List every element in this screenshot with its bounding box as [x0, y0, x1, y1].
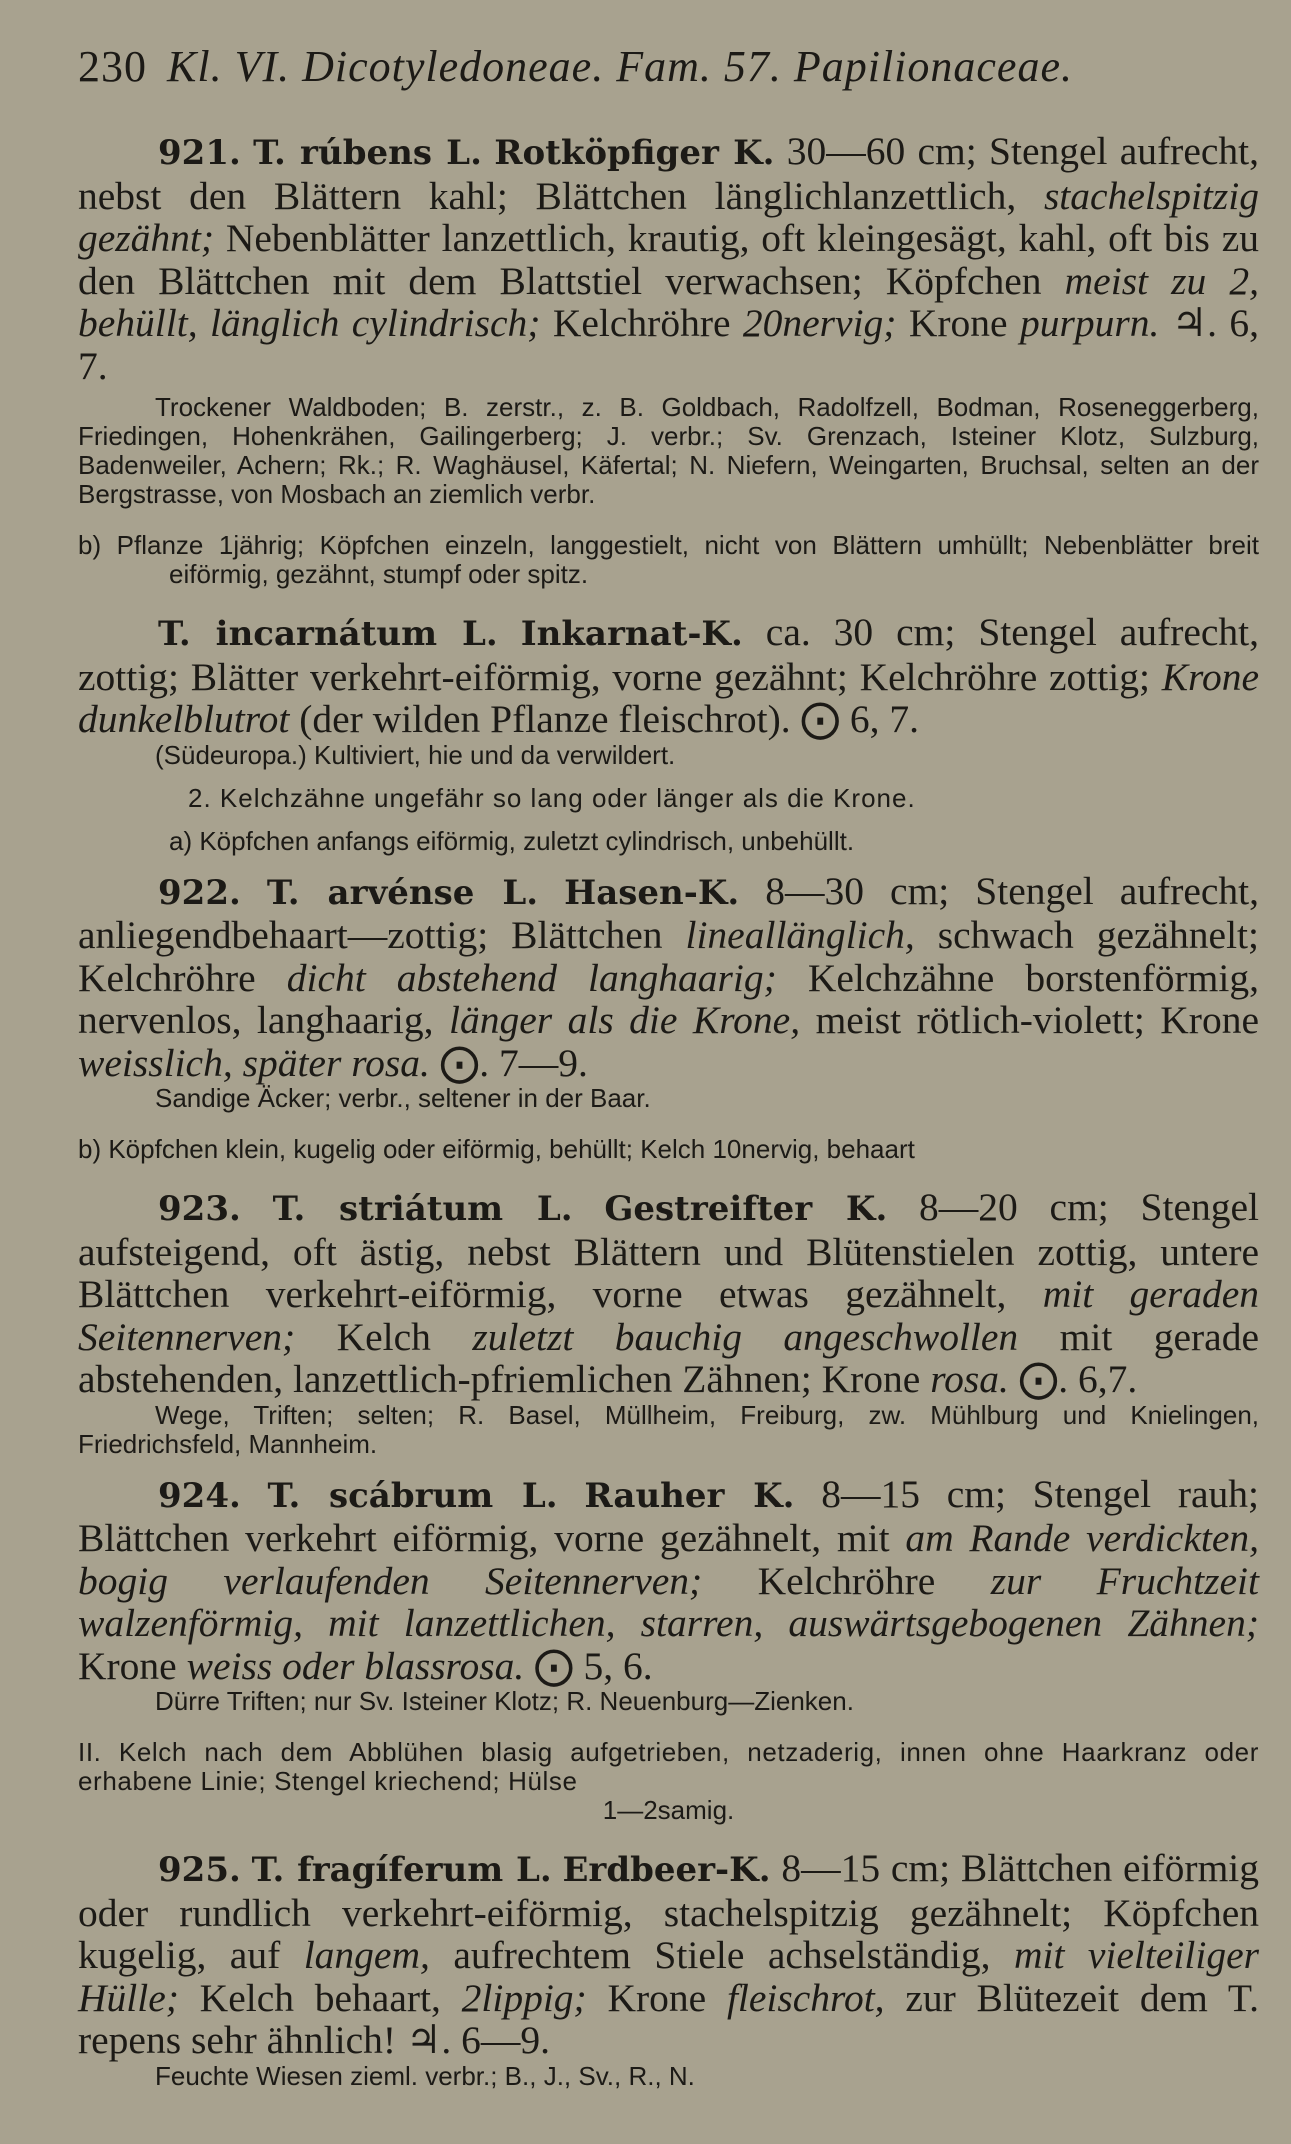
description-italic: fleischrot, [726, 1975, 885, 2020]
description-italic: am Rande verdickten, bogig verlaufenden Seitennerven; [78, 1516, 1259, 1603]
description-text: 8—15 cm; Stengel rauh; Blättchen verkehrt eiförmig, vorne gezähnelt, mit [78, 1471, 1259, 1560]
species-name: T. incarnátum L. [158, 614, 498, 654]
german-name: Rotköpfiger K. [494, 133, 775, 173]
key-b-small-heads: b) Köpfchen klein, kugelig oder eiförmig, behüllt; Kelch 10nervig, behaart [78, 1134, 915, 1164]
description-italic: weisslich, später rosa. [78, 1040, 430, 1085]
species-name: T. scábrum L. [267, 1475, 558, 1516]
description-italic: langem, [303, 1933, 430, 1977]
entry-number: 925. [158, 1850, 241, 1890]
description-text: aufrechtem Stiele achselständig, [429, 1933, 1014, 1977]
description-text: ⨀. 7—9. [429, 1040, 588, 1085]
description-text: schwach gezähnelt; Kelchröhre [78, 913, 1259, 1000]
description-text: zur Blütezeit dem T. repens sehr ähnlich! ♃. 6—9. [78, 1975, 1259, 2062]
description-text: Nebenblätter lanzettlich, krautig, oft kleingesägt, kahl, oft bis zu den Blättchen mit dem Blattstiel verwachsen; Köpfchen [78, 216, 1259, 303]
locality-925: Feuchte Wiesen zieml. verbr.; B., J., Sv., R., N. [155, 2060, 695, 2091]
description-italic: zuletzt bauchig angeschwollen [472, 1314, 1019, 1359]
german-name: Gestreifter K. [604, 1189, 888, 1229]
species-name: T. fragíferum L. [251, 1850, 552, 1890]
description-text: Krone [78, 1643, 187, 1688]
key-2: 2. Kelchzähne ungefähr so lang oder länger als die Krone. [188, 782, 916, 813]
description-italic: mit vielteiliger Hülle; [78, 1933, 1259, 2020]
description-text: ⨀ 5, 6. [524, 1643, 653, 1688]
description-italic: rosa. [930, 1357, 1009, 1401]
description-text: Kelchröhre [702, 1558, 991, 1603]
entry-number: 922. [158, 872, 241, 913]
description-text: Kelch behaart, [178, 1975, 462, 2020]
entry-number: 921. [158, 133, 241, 173]
locality-922: Sandige Äcker; verbr., seltener in der Baar. [155, 1083, 651, 1113]
description-text: meist rötlich-violett; Krone [800, 998, 1259, 1042]
key-II: II. Kelch nach dem Abblühen blasig aufgetrieben, netzaderig, innen ohne Haarkranz oder erhabene Linie; Stengel kriechend; Hülse [78, 1737, 1259, 1796]
description-text: Kelch [295, 1314, 473, 1359]
entry-924 [78, 1473, 1259, 1688]
description-italic: meist zu 2, behüllt, länglich cylindrisch; [78, 258, 1260, 345]
entry-921 [78, 130, 1259, 387]
key-II-end: 1—2samig. [602, 1795, 735, 1825]
description-italic: mit geraden Seitennerven; [78, 1272, 1259, 1359]
description-text: ca. 30 cm; Stengel aufrecht, zottig; Blätter verkehrt-eiförmig, vorne gezähnt; Kelchröhre zottig; [78, 610, 1260, 699]
description-italic: länger als die Krone, [448, 998, 801, 1042]
locality-incarnatum: (Südeuropa.) Kultiviert, hie und da verwildert. [155, 739, 676, 770]
entry-925 [78, 1847, 1259, 2062]
description-text: Kelchröhre [540, 301, 743, 345]
german-name: Hasen-K. [564, 872, 740, 913]
description-italic: zur Fruchtzeit walzenförmig, mit lanzettlichen, starren, auswärtsgebogenen Zähnen; [78, 1558, 1260, 1645]
entry-incarnatum [78, 611, 1259, 741]
description-text: Krone [586, 1975, 727, 2020]
entry-number: 924. [158, 1475, 241, 1516]
description-text: ⨀. 6,7. [1008, 1357, 1138, 1401]
locality-923: Wege, Triften; selten; R. Basel, Müllheim, Freiburg, zw. Mühlburg und Knielingen, Friedrichsfeld, Mannheim. [78, 1399, 1259, 1459]
description-italic: purpurn. [1019, 301, 1160, 345]
key-b-annual: b) Pflanze 1jährig; Köpfchen einzeln, langgestielt, nicht von Blättern umhüllt; Nebenblätter breit eiförmig, gezähnt, stumpf oder spitz. [78, 530, 1259, 589]
description-italic: 20nervig; [742, 301, 897, 345]
german-name: Erdbeer-K. [562, 1850, 771, 1890]
description-italic: weiss oder blassrosa. [186, 1643, 525, 1688]
description-italic: Krone dunkelblutrot [78, 654, 1259, 741]
description-italic: dicht abstehend langhaarig; [286, 955, 777, 1000]
description-text: 8—20 cm; Stengel aufsteigend, oft ästig, nebst Blättern und Blütenstielen zottig, untere Blättchen verkehrt-eiförmig, vorne etwas gezähnelt, [78, 1185, 1260, 1316]
description-text: 30—60 cm; Stengel aufrecht, nebst den Blättern kahl; Blättchen länglichlanzettlich, [78, 129, 1259, 218]
entry-922 [78, 870, 1259, 1085]
description-italic: stachelspitzig gezähnt; [78, 173, 1259, 260]
running-title: Kl. VI. Dicotyledoneae. Fam. 57. Papilionaceae. [167, 42, 1073, 91]
description-italic: lineallänglich, [685, 913, 915, 957]
description-text: Kelchzähne borstenförmig, nervenlos, langhaarig, [78, 955, 1259, 1042]
entry-923 [78, 1186, 1259, 1401]
page-number: 230 [78, 42, 147, 91]
page-header [78, 38, 1259, 96]
german-name: Rauher K. [584, 1475, 795, 1516]
german-name: Inkarnat-K. [520, 614, 743, 654]
key-a: a) Köpfchen anfangs eiförmig, zuletzt cylindrisch, unbehüllt. [169, 825, 855, 856]
entry-number: 923. [158, 1189, 241, 1229]
description-text: mit gerade abstehenden, lanzettlich-pfriemlichen Zähnen; Krone [78, 1314, 1259, 1401]
description-italic: 2lippig; [461, 1975, 587, 2020]
description-text: 8—30 cm; Stengel aufrecht, anliegendbehaart—zottig; Blättchen [78, 868, 1260, 957]
species-name: T. arvénse L. [266, 872, 539, 913]
description-text: 8—15 cm; Blättchen eiförmig oder rundlich verkehrt-eiförmig, stachelspitzig gezähnelt; Köpfchen kugelig, auf [78, 1846, 1260, 1977]
locality-921: Trockener Waldboden; B. zerstr., z. B. Goldbach, Radolfzell, Bodman, Roseneggerberg, Friedingen, Hohenkrähen, Gailingerberg; J. verbr.; Sv. Grenzach, Isteiner Klotz, Sulzburg, Badenweiler, Achern; Rk.; R. Waghäusel, Käfertal; N. Niefern, Weingarten, Bruchsal, selten an der Bergstrasse, von Mosbach an ziemlich verbr. [78, 392, 1259, 509]
species-name: T. rúbens L. [253, 133, 482, 173]
locality-924: Dürre Triften; nur Sv. Isteiner Klotz; R. Neuenburg—Zienken. [155, 1686, 854, 1716]
description-text: Krone [896, 301, 1020, 345]
description-text: (der wilden Pflanze fleischrot). ⨀ 6, 7. [289, 697, 919, 741]
species-name: T. striátum L. [272, 1189, 573, 1229]
description-text: ♃. 6, 7. [78, 301, 1260, 388]
